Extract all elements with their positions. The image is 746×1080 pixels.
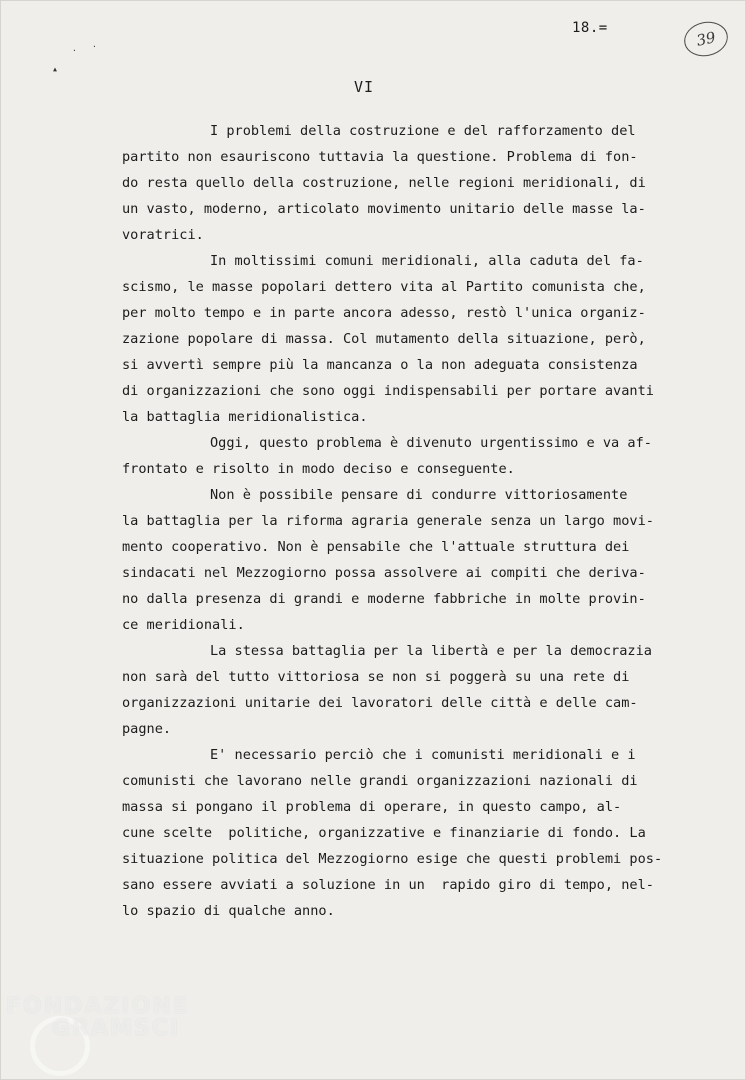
text-line: cune scelte politiche, organizzative e finanziarie di fondo. La — [122, 825, 646, 841]
text-line: la battaglia meridionalistica. — [122, 409, 368, 425]
text-line: non sarà del tutto vittoriosa se non si poggerà su una rete di — [122, 669, 630, 685]
text-line: zazione popolare di massa. Col mutamento della situazione, però, — [122, 331, 646, 347]
watermark — [6, 996, 190, 1040]
text-line: partito non esauriscono tuttavia la questione. Problema di fon- — [122, 149, 638, 165]
text-line: voratrici. — [122, 227, 204, 243]
text-line: di organizzazioni che sono oggi indispensabili per portare avanti — [122, 383, 654, 399]
text-line: lo spazio di qualche anno. — [122, 903, 335, 919]
text-line: si avvertì sempre più la mancanza o la non adeguata consistenza — [122, 357, 638, 373]
text-line: sindacati nel Mezzogiorno possa assolvere ai compiti che deriva- — [122, 565, 646, 581]
text-line: E' necessario perciò che i comunisti meridionali e i — [210, 747, 636, 763]
body-text — [122, 118, 712, 924]
text-line: mento cooperativo. Non è pensabile che l'attuale struttura dei — [122, 539, 630, 555]
text-line: La stessa battaglia per la libertà e per la democrazia — [210, 643, 652, 659]
ink-speck: · — [92, 42, 97, 51]
text-line: ce meridionali. — [122, 617, 245, 633]
watermark-line: GRAMSCI — [52, 1016, 181, 1041]
text-line: frontato e risolto in modo deciso e conseguente. — [122, 461, 515, 477]
text-line: pagne. — [122, 721, 172, 737]
text-line: I problemi della costruzione e del rafforzamento del — [210, 123, 636, 139]
text-line: Oggi, questo problema è divenuto urgentissimo e va af- — [210, 435, 652, 451]
text-line: sano essere avviati a soluzione in un rapido giro di tempo, nel- — [122, 877, 654, 893]
text-line: situazione politica del Mezzogiorno esige che questi problemi pos- — [122, 851, 663, 867]
watermark-line: FONDAZIONE — [6, 994, 190, 1019]
text-line: scismo, le masse popolari dettero vita al Partito comunista che, — [122, 279, 646, 295]
text-line: do resta quello della costruzione, nelle regioni meridionali, di — [122, 175, 646, 191]
archive-stamp-number: 39 — [694, 28, 718, 50]
text-line: organizzazioni unitarie dei lavoratori delle città e delle cam- — [122, 695, 638, 711]
ink-speck: · — [72, 46, 77, 55]
text-line: In moltissimi comuni meridionali, alla caduta del fa- — [210, 253, 644, 269]
text-line: no dalla presenza di grandi e moderne fabbriche in molte provin- — [122, 591, 646, 607]
chapter-heading: VI — [354, 78, 375, 96]
page-number: 18.= — [572, 20, 608, 36]
text-line: per molto tempo e in parte ancora adesso, restò l'unica organiz- — [122, 305, 646, 321]
text-line: comunisti che lavorano nelle grandi organizzazioni nazionali di — [122, 773, 638, 789]
text-line: massa si pongano il problema di operare, in questo campo, al- — [122, 799, 622, 815]
text-line: Non è possibile pensare di condurre vittoriosamente — [210, 487, 628, 503]
ink-speck: ▴ — [52, 64, 59, 75]
text-line: la battaglia per la riforma agraria generale senza un largo movi- — [122, 513, 654, 529]
archive-stamp — [681, 18, 731, 60]
text-line: un vasto, moderno, articolato movimento unitario delle masse la- — [122, 201, 646, 217]
